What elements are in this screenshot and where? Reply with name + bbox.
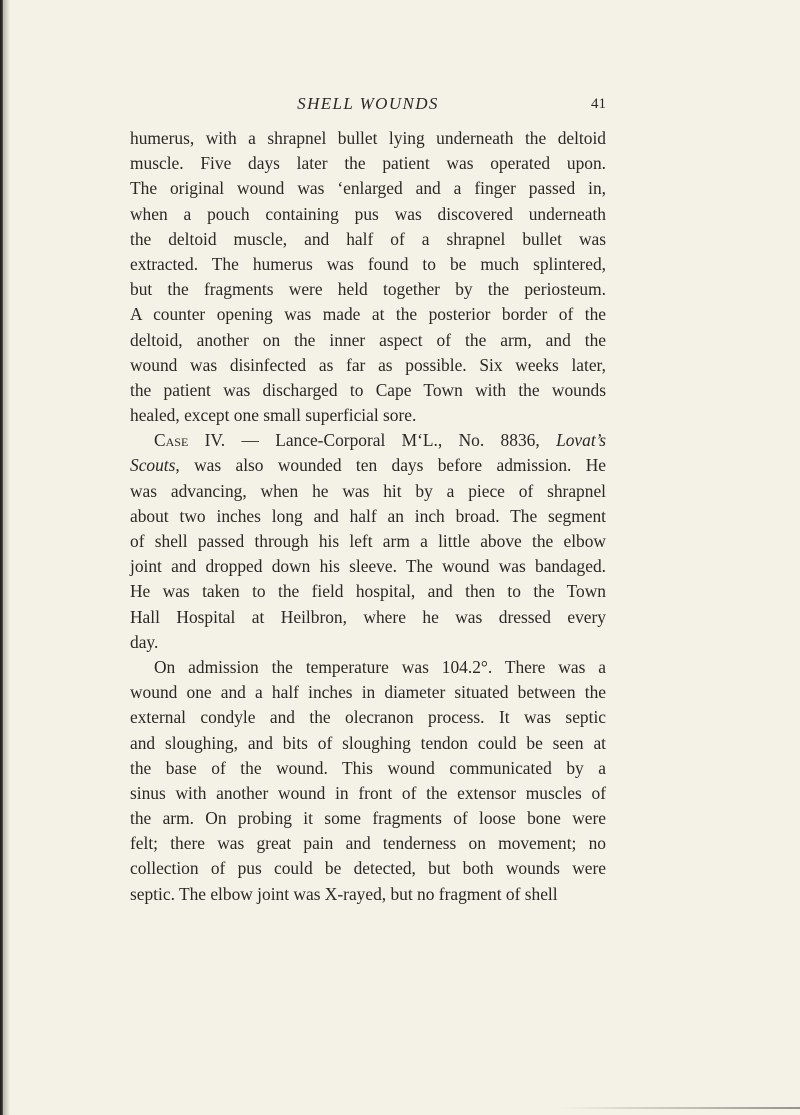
text-line: On admission the temperature was 104.2°. There was a: [154, 656, 606, 677]
case-heading-line: [130, 428, 606, 453]
text-line: wound was disinfected as far as possible. Six weeks later,: [130, 354, 606, 375]
page-header: [130, 92, 606, 116]
text-line: was advancing, when he was hit by a piece of shrapnel: [130, 480, 606, 501]
text-line: The original wound was ‘enlarged and a finger passed in,: [130, 178, 606, 199]
text-line: collection of pus could be detected, but both wounds were: [130, 858, 606, 879]
text-line: extracted. The humerus was found to be much splintered,: [130, 253, 606, 274]
case-label: Case IV.: [154, 430, 226, 451]
text-line: external condyle and the olecranon process. It was septic: [130, 707, 606, 728]
text-line: septic. The elbow joint was X-rayed, but no fragment of shell: [130, 883, 558, 904]
text-line: about two inches long and half an inch broad. The segment: [130, 505, 606, 526]
case-unit-line: [130, 453, 606, 478]
text-line: healed, except one small superficial sore.: [130, 405, 417, 426]
text-line: wound one and a half inches in diameter situated between the: [130, 682, 606, 703]
text-line: Hall Hospital at Heilbron, where he was dressed every: [130, 606, 606, 627]
text-line: the deltoid muscle, and half of a shrapnel bullet was: [130, 228, 606, 249]
text-line: and sloughing, and bits of sloughing tendon could be seen at: [130, 732, 606, 753]
body-text: [130, 126, 606, 907]
text-line: sinus with another wound in front of the extensor muscles of: [130, 782, 606, 803]
text-line: A counter opening was made at the posterior border of the: [130, 304, 606, 325]
page-binding-shadow: [4, 0, 10, 1115]
text-line: humerus, with a shrapnel bullet lying underneath the deltoid: [130, 128, 606, 148]
text-line: felt; there was great pain and tenderness on movement; no: [130, 833, 606, 854]
text-line: He was taken to the field hospital, and then to the Town: [130, 581, 606, 602]
text-line: the arm. On probing it some fragments of loose bone were: [130, 808, 606, 829]
case-unit: Lovat’s: [556, 430, 606, 451]
text-line: the patient was discharged to Cape Town with the wounds: [130, 379, 606, 400]
case-unit-cont: Scouts: [130, 455, 176, 476]
case-line-rest: — Lance-Corporal M‘L., No. 8836,: [225, 430, 557, 451]
text-line: of shell passed through his left arm a little above the elbow: [130, 531, 606, 551]
case-line2-rest: , was also wounded ten days before admission. He: [175, 455, 606, 476]
text-line: joint and dropped down his sleeve. The wound was bandaged.: [130, 556, 606, 577]
text-line: muscle. Five days later the patient was operated upon.: [130, 153, 606, 174]
text-line: but the fragments were held together by the periosteum.: [130, 279, 606, 300]
text-line: day.: [130, 631, 159, 652]
page-bottom-edge: [560, 1107, 800, 1109]
text-line: when a pouch containing pus was discovered underneath: [130, 203, 606, 224]
text-line: the base of the wound. This wound communicated by a: [130, 757, 606, 778]
running-title: SHELL WOUNDS: [297, 94, 439, 113]
page-number: 41: [591, 96, 606, 112]
text-line: deltoid, another on the inner aspect of the arm, and the: [130, 329, 606, 350]
